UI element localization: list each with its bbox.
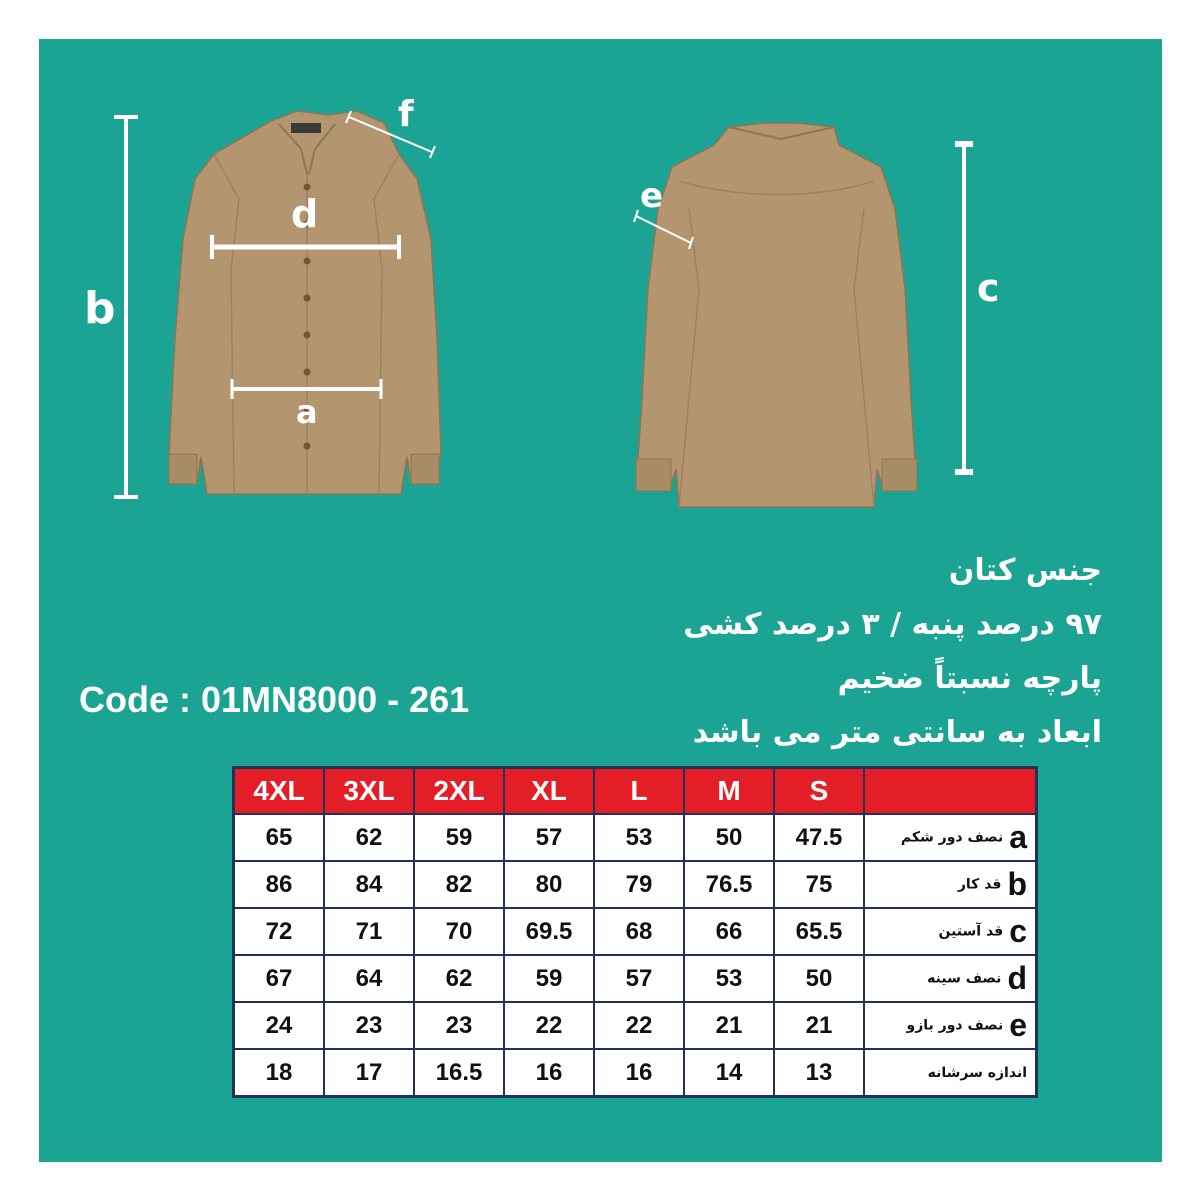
table-cell: 86: [234, 861, 325, 908]
size-header-3xl: 3XL: [324, 768, 414, 815]
shirt-front-image: [169, 111, 441, 494]
table-cell: 24: [234, 1002, 325, 1049]
row-label-text: قد آستین: [938, 923, 1004, 940]
table-cell: 76.5: [684, 861, 774, 908]
size-header-l: L: [594, 768, 684, 815]
row-label-text: نصف دور شکم: [900, 829, 1004, 846]
table-cell: 80: [504, 861, 594, 908]
table-row: [234, 1049, 1037, 1097]
row-key: a: [1009, 819, 1027, 855]
units-note: ابعاد به سانتی متر می باشد: [692, 715, 1102, 750]
table-cell: 75: [774, 861, 864, 908]
fabric-composition: ۹۷ درصد پنبه / ۳ درصد کشی: [683, 607, 1102, 642]
size-table: [232, 766, 1038, 1098]
table-cell: 65.5: [774, 908, 864, 955]
row-label-text: قد کار: [957, 876, 1002, 893]
table-cell: 53: [594, 814, 684, 861]
label-d: d: [291, 192, 319, 236]
row-label-text: نصف سینه: [927, 970, 1002, 987]
row-label-text: نصف دور بازو: [906, 1017, 1004, 1034]
table-cell: 79: [594, 861, 684, 908]
table-cell: 64: [324, 955, 414, 1002]
table-cell: 67: [234, 955, 325, 1002]
table-row: [234, 1002, 1037, 1049]
table-cell: 13: [774, 1049, 864, 1097]
row-label: [864, 1049, 1037, 1097]
table-cell: 72: [234, 908, 325, 955]
table-cell: 65: [234, 814, 325, 861]
table-cell: 50: [684, 814, 774, 861]
table-cell: 50: [774, 955, 864, 1002]
table-row: [234, 814, 1037, 861]
label-b: b: [84, 283, 116, 334]
size-chart-panel: [39, 39, 1162, 1162]
size-header-row: [234, 768, 1037, 815]
label-c: c: [977, 266, 1000, 310]
shirt-back-image: [636, 123, 917, 507]
table-cell: 16.5: [414, 1049, 504, 1097]
size-header-xl: XL: [504, 768, 594, 815]
fabric-thickness: پارچه نسبتاً ضخیم: [837, 661, 1102, 696]
label-e: e: [640, 176, 664, 216]
table-cell: 47.5: [774, 814, 864, 861]
row-label: [864, 1002, 1037, 1049]
table-cell: 59: [504, 955, 594, 1002]
table-cell: 82: [414, 861, 504, 908]
table-cell: 21: [774, 1002, 864, 1049]
table-row: [234, 955, 1037, 1002]
size-header-blank: [864, 768, 1037, 815]
table-cell: 70: [414, 908, 504, 955]
label-f: f: [398, 94, 414, 135]
row-label: [864, 955, 1037, 1002]
table-cell: 14: [684, 1049, 774, 1097]
row-label: [864, 908, 1037, 955]
table-cell: 84: [324, 861, 414, 908]
size-header-4xl: 4XL: [234, 768, 325, 815]
table-cell: 23: [324, 1002, 414, 1049]
product-code: Code : 01MN8000 - 261: [79, 679, 470, 720]
table-row: [234, 908, 1037, 955]
fabric-type: جنس کتان: [948, 553, 1102, 588]
size-header-2xl: 2XL: [414, 768, 504, 815]
table-cell: 69.5: [504, 908, 594, 955]
table-cell: 16: [594, 1049, 684, 1097]
table-row: [234, 861, 1037, 908]
table-cell: 68: [594, 908, 684, 955]
table-cell: 59: [414, 814, 504, 861]
table-cell: 53: [684, 955, 774, 1002]
size-header-s: S: [774, 768, 864, 815]
row-key: e: [1009, 1007, 1027, 1043]
table-cell: 22: [594, 1002, 684, 1049]
table-cell: 57: [504, 814, 594, 861]
row-label: [864, 814, 1037, 861]
row-label-text: اندازه سرشانه: [927, 1064, 1027, 1081]
table-cell: 23: [414, 1002, 504, 1049]
table-cell: 17: [324, 1049, 414, 1097]
row-label: [864, 861, 1037, 908]
table-cell: 16: [504, 1049, 594, 1097]
table-cell: 22: [504, 1002, 594, 1049]
table-cell: 62: [324, 814, 414, 861]
row-key: d: [1007, 960, 1027, 996]
table-cell: 62: [414, 955, 504, 1002]
table-cell: 21: [684, 1002, 774, 1049]
row-key: b: [1007, 866, 1027, 902]
table-cell: 66: [684, 908, 774, 955]
row-key: c: [1009, 913, 1027, 949]
size-header-m: M: [684, 768, 774, 815]
product-info: [582, 544, 1102, 760]
label-a: a: [296, 393, 318, 431]
table-cell: 57: [594, 955, 684, 1002]
table-cell: 18: [234, 1049, 325, 1097]
table-cell: 71: [324, 908, 414, 955]
